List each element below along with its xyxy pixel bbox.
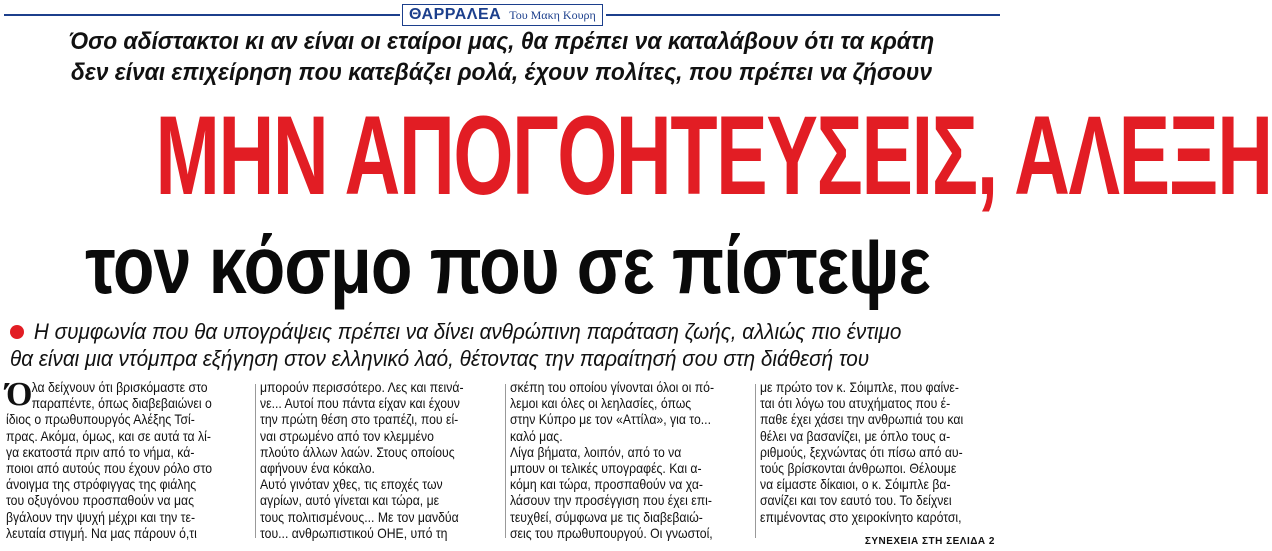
deck-line-2: θα είναι μια ντόμπρα εξήγηση στον ελληνικό λαό, θέτοντας την παραίτησή σου στη διάθεσή του: [10, 346, 870, 371]
body-line: μπορούν περισσότερο. Λες και πεινά-: [260, 380, 464, 395]
body-line: τευχθεί, σύμφωνα με τις διαβεβαιώ-: [510, 509, 703, 525]
body-line: ίδιος ο πρωθυπουργός Αλέξης Τσί-: [6, 412, 195, 428]
body-line: γα εκατοστά πριν από το νήμα, κά-: [6, 444, 195, 460]
article-column-2: [260, 380, 505, 542]
body-line: με πρώτο τον κ. Σόιμπλε, που φαίνε-: [760, 380, 959, 395]
body-line: αγρίων, αυτό γίνεται και τώρα, με: [260, 493, 440, 509]
body-line: μπουν οι τελικές υπογραφές. Και α-: [510, 461, 702, 477]
body-line: πρας. Ακόμα, όμως, και σε αυτά τα λί-: [6, 428, 211, 444]
body-line: σεις του πρωθυπουργού. Οι γνωστοί,: [510, 525, 713, 541]
body-line: βγάλουν την ψυχή μέχρι και την τε-: [6, 509, 196, 525]
body-line: καλό μας.: [510, 428, 563, 444]
column-tag: [0, 4, 1003, 24]
continued-on-page-label: ΣΥΝΕΧΕΙΑ ΣΤΗ ΣΕΛΙΔΑ 2: [864, 536, 995, 547]
column-divider: [255, 384, 256, 538]
body-line: Λίγα βήματα, λοιπόν, από το να: [510, 444, 682, 460]
deck-line-1: Η συμφωνία που θα υπογράψεις πρέπει να δίνει ανθρώπινη παράταση ζωής, αλλιώς πιο έντιμο: [33, 319, 902, 344]
column-divider: [505, 384, 506, 538]
article-column-4: [760, 380, 1002, 526]
body-line: του οξυγόνου προσπαθούν να μας: [6, 493, 194, 509]
body-line: την πρώτη θέση στο τραπέζι, που εί-: [260, 412, 459, 428]
body-line: κόμη και τώρα, προσπαθούν να χα-: [510, 477, 703, 493]
byline: Του Μακη Κουρη: [509, 7, 596, 22]
article-column-3: [510, 380, 754, 542]
body-line: λεμοι και όλες οι λεηλασίες, όπως: [510, 396, 692, 412]
body-line: λευταία στιγμή. Να μας πάρουν ό,τι: [6, 525, 197, 541]
body-line: ται ότι λόγω του ατυχήματος που έ-: [760, 396, 951, 412]
body-line: τους πολιτισμένους... Με τον μανδύα: [260, 509, 459, 525]
body-line: νε... Αυτοί που πάντα είχαν και έχουν: [260, 396, 460, 412]
body-line: λάσουν την προσέγγιση που έχει επι-: [510, 493, 712, 509]
body-line: ναι στρωμένο από τον κλεμμένο: [260, 428, 434, 444]
column-name: ΘΑΡΡΑΛΕΑ: [409, 6, 502, 23]
article-column-1: [6, 376, 251, 542]
overline-line-1: Όσο αδίστακτοι κι αν είναι οι εταίροι μας, θα πρέπει να καταλάβουν ότι τα κράτη: [68, 28, 935, 55]
body-line: Αυτό γινόταν χθες, τις εποχές των: [260, 477, 443, 493]
body-line: στην Κύπρο με τον «Αττίλα», για το...: [510, 412, 711, 428]
body-line: ριθμούς, ξεχνώντας ότι πίσω από αυ-: [760, 444, 963, 460]
deck: [10, 318, 1000, 372]
body-line: άνοιγμα της στρόφιγγας της φιάλης: [6, 477, 197, 493]
overline-line-2: δεν είναι επιχείρηση που κατεβάζει ρολά, έχουν πολίτες, που πρέπει να ζήσουν: [70, 59, 933, 86]
body-line: θέλει να βασανίζει, με όπλο τους α-: [760, 428, 951, 444]
overline: [35, 26, 968, 88]
body-line: παραπέντε, όπως διαβεβαιώνει ο: [31, 396, 212, 412]
body-line: ποιοι από αυτούς που έχουν ρόλο στο: [6, 461, 213, 477]
body-line: να είμαστε δίκαιοι, ο κ. Σόιμπλε βα-: [760, 477, 951, 493]
sub-headline: τον κόσμο που σε πίστεψε: [85, 220, 931, 311]
body-line: τούς βρίσκονται άνθρωποι. Θέλουμε: [760, 461, 957, 477]
body-line: πλούτο άλλων λαών. Στους οποίους: [260, 444, 455, 460]
body-line: επιμένοντας στο χειροκίνητο καρότσι,: [760, 509, 962, 525]
column-divider: [755, 384, 756, 538]
drop-cap: Ό: [6, 376, 33, 413]
body-line: παθε έχει χάσει την ανθρωπιά του και: [760, 412, 964, 428]
body-line: του... ανθρωπιστικού ΟΗΕ, υπό τη: [260, 525, 448, 541]
body-line: σανίζει και τον εαυτό του. Το δείχνει: [760, 493, 952, 509]
article-body: [6, 376, 1000, 541]
body-line: αφήνουν ένα κόκαλο.: [260, 461, 375, 477]
column-tag-box: [402, 4, 603, 26]
body-line: λα δείχνουν ότι βρισκόμαστε στο: [31, 380, 208, 395]
main-headline: ΜΗΝ ΑΠΟΓΟΗΤΕΥΣΕΙΣ, ΑΛΕΞΗ: [155, 93, 1272, 218]
body-line: σκέπη του οποίου γίνονται όλοι οι πό-: [510, 380, 715, 395]
